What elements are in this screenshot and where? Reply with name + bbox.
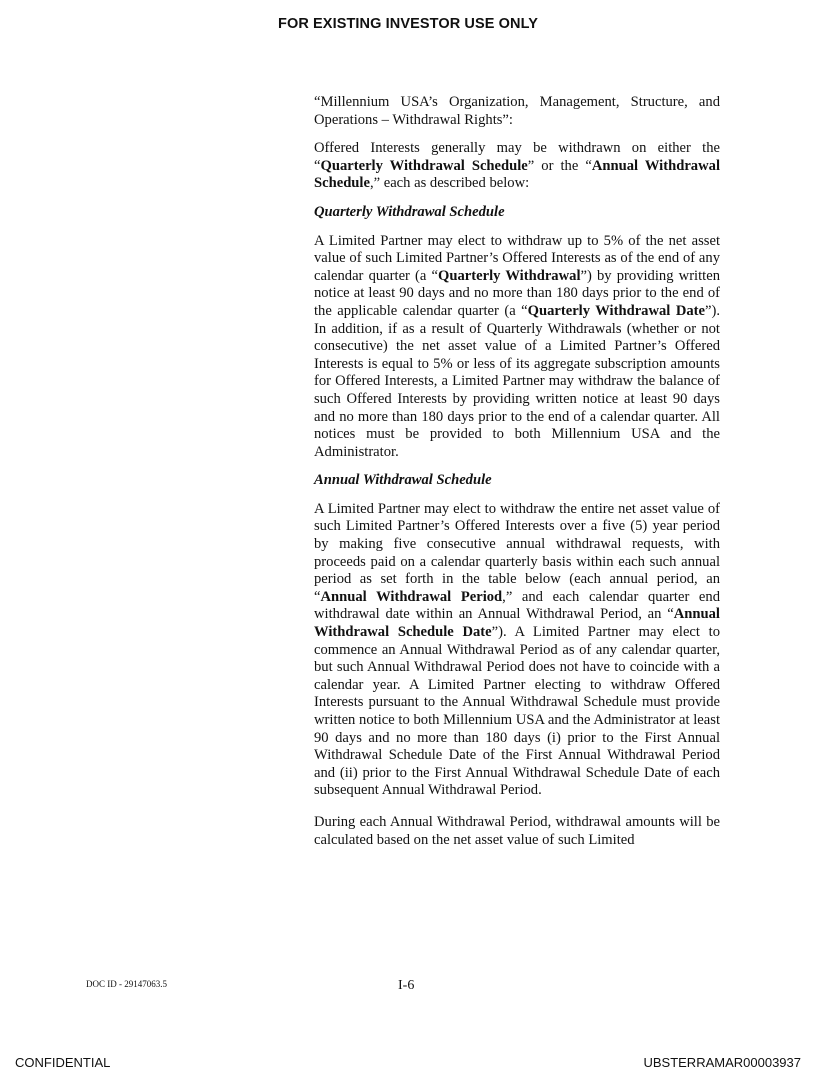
paragraph-text: A Limited Partner may elect to withdraw the entire net asset value of such Limited Partner’s Offered Interests over a five (5) year period by making five consecutive annual withdrawal requests, with proceeds paid on a calendar quarterly basis within each such annual period as set forth in the table below (each annual period, an “ — [314, 500, 720, 605]
defined-term-annual-withdrawal-schedule: Annual Withdrawal Schedule — [314, 157, 720, 192]
paragraph-text: ,” each as described below: — [369, 175, 530, 192]
page-number: I-6 — [398, 978, 415, 993]
paragraph-text: ”). In addition, if as a result of Quarterly Withdrawals (whether or not consecutive) the net asset value of a Limited Partner’s Offered Interests is equal to 5% or less of its aggregate subscription amounts for Offered Interests, a Limited Partner may withdraw the balance of such Offered Interests by providing written notice at least 90 days and no more than 180 days prior to the end of a calendar quarter. All notices must be provided to both Millennium USA and the Administrator. — [314, 302, 720, 460]
paragraph-text: ” or the “ — [527, 157, 592, 174]
annual-withdrawal-period-paragraph: During each Annual Withdrawal Period, withdrawal amounts will be calculated based on the net asset value of such Limited — [314, 813, 720, 848]
defined-term-quarterly-withdrawal-schedule: Quarterly Withdrawal Schedule — [320, 157, 528, 174]
paragraph-text: ”). A Limited Partner may elect to commence an Annual Withdrawal Period as of any calendar quarter, but such Annual Withdrawal Period does not have to coincide with a calendar year. A Limited Partner electing to withdraw Offered Interests pursuant to the Annual Withdrawal Schedule must provide written notice to both Millennium USA and the Administrator at least 90 days and no more than 180 days (i) prior to the First Annual Withdrawal Schedule Date of the First Annual Withdrawal Period and (ii) prior to the First Annual Withdrawal Schedule Date of each subsequent Annual Withdrawal Period. — [314, 624, 720, 799]
annual-withdrawal-paragraph — [314, 501, 720, 800]
quarterly-withdrawal-paragraph — [314, 233, 720, 462]
document-body — [314, 94, 720, 860]
defined-term-annual-withdrawal-schedule-date: Annual Withdrawal Schedule Date — [314, 606, 720, 641]
confidential-label: CONFIDENTIAL — [15, 1055, 111, 1070]
paragraph-text: Offered Interests generally may be withdrawn on either the “ — [314, 140, 720, 174]
defined-term-annual-withdrawal-period: Annual Withdrawal Period — [320, 588, 503, 605]
subheading-quarterly-withdrawal-schedule: Quarterly Withdrawal Schedule — [314, 203, 505, 220]
subheading-annual-withdrawal-schedule: Annual Withdrawal Schedule — [314, 472, 492, 489]
withdrawal-schedules-paragraph — [314, 140, 720, 193]
defined-term-quarterly-withdrawal: Quarterly Withdrawal — [438, 267, 581, 284]
doc-id: DOC ID - 29147063.5 — [86, 979, 167, 989]
paragraph-text: ,” and each calendar quarter end withdrawal date within an Annual Withdrawal Period, an “ — [314, 588, 720, 623]
paragraph-text: ”) by providing written notice at least 90 days and no more than 180 days prior to the end of the applicable calendar quarter (a “ — [314, 267, 720, 319]
defined-term-quarterly-withdrawal-date: Quarterly Withdrawal Date — [527, 302, 705, 319]
bates-number: UBSTERRAMAR00003937 — [643, 1055, 801, 1070]
paragraph-text: A Limited Partner may elect to withdraw up to 5% of the net asset value of such Limited Partner’s Offered Interests as of the end of any calendar quarter (a “ — [314, 232, 720, 284]
intro-paragraph: “Millennium USA’s Organization, Management, Structure, and Operations – Withdrawal Rights”: — [314, 94, 720, 128]
page-header: FOR EXISTING INVESTOR USE ONLY — [277, 16, 539, 32]
